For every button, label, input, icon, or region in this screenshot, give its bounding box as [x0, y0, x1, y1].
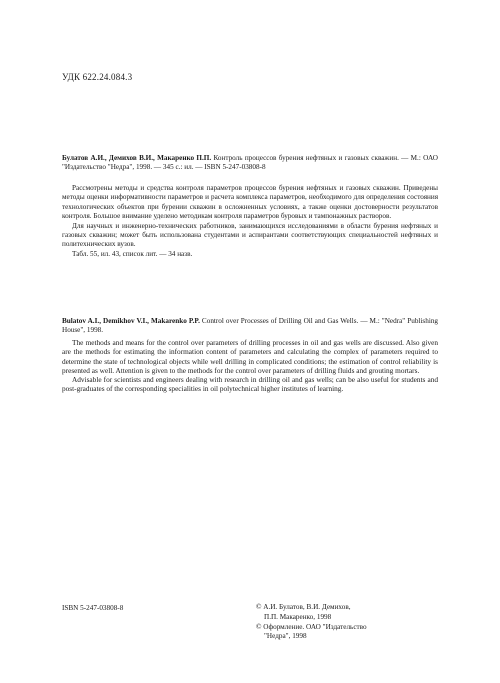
copyright-design-line-1: © Оформление. ОАО "Издательство	[256, 622, 367, 631]
russian-abstract-paragraph-2: Для научных и инженерно-технических работников, занимающихся исследованиями в области бурения нефтяных и газовых скважин; может быть использована студентами и аспирантами соответствующих специальностей нефтяных и политехнических вузов.	[62, 221, 438, 249]
english-abstract	[62, 338, 438, 394]
russian-abstract	[62, 184, 438, 259]
english-biblio-details: Control over Processes of Drilling Oil and Gas Wells. — M.: "Nedra" Publishing House", 1998.	[62, 317, 439, 335]
copyright-authors-line-1: © А.И. Булатов, В.И. Демихов,	[256, 603, 351, 611]
english-authors: Bulatov A.I., Demikhov V.I., Makarenko P.P.	[62, 317, 200, 325]
russian-biblio-details: Контроль процессов бурения нефтяных и газовых скважин. — М.: ОАО "Издательство "Недра", 1998. — 345 с.: ил. — ISBN 5-247-03808-8	[62, 154, 438, 172]
russian-stats: Табл. 55, ил. 43, список лит. — 34 назв.	[72, 249, 193, 258]
russian-authors: Булатов А.И., Демихов В.И., Макаренко П.П.	[62, 154, 212, 162]
copyright-authors-line-2: П.П. Макаренко, 1998	[264, 612, 332, 621]
udk-code: УДК 622.24.084.3	[62, 72, 133, 82]
english-bibliographic-entry	[62, 317, 438, 336]
copyright-design-line-2: "Недра", 1998	[264, 632, 307, 641]
english-abstract-paragraph-1: The methods and means for the control over parameters of drilling processes in oil and gas wells are discussed. Also given are the methods for estimating the information content of parameters and calculating the complex of parameters required to determine the state of technological objects while well drilling in complicated conditions; the estimation of control reliability is presented as well. Attention is given to the methods for the control over parameters of drilling fluids and grouting mortars.	[62, 338, 438, 375]
copyright-notice	[256, 603, 446, 642]
english-abstract-paragraph-2: Advisable for scientists and engineers dealing with research in drilling oil and gas wells; can be also useful for students and post-graduates of the corresponding specialities in oil polytechnical higher institutes of learning.	[62, 375, 438, 394]
isbn: ISBN 5-247-03808-8	[62, 604, 124, 612]
russian-abstract-paragraph-1: Рассмотрены методы и средства контроля параметров процессов бурения нефтяных и газовых скважин. Приведены методы оценки информативности параметров и расчета комплекса параметров, необходимого для определения состояния технологических объектов при бурении скважин в осложненных условиях, а также оценки достоверности результатов контроля. Большое внимание уделено методикам контроля параметров буровых и тампонажных растворов.	[62, 184, 438, 221]
russian-bibliographic-entry	[62, 154, 438, 173]
